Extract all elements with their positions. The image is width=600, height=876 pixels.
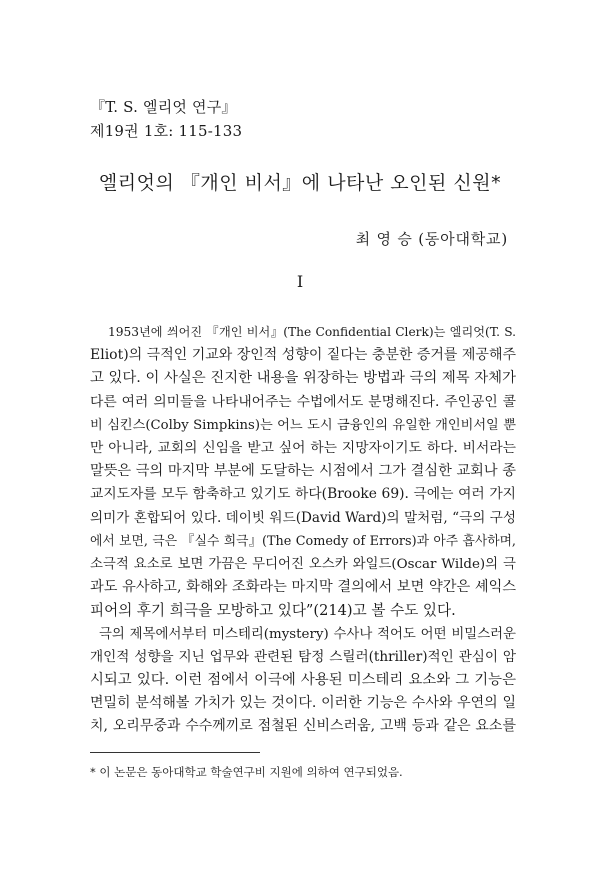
text-line: 비 심킨스(Colby Simpkins)는 어느 도시 금융인의 유일한 개인비서일 뿐 <box>90 417 516 433</box>
text-line: 피어의 후기 희극을 모방하고 있다”(214)고 볼 수도 있다. <box>90 602 456 620</box>
text-line: 말뜻은 극의 마지막 부분에 도달하는 시점에서 그가 결심한 교회나 종 <box>90 463 516 480</box>
text-line: 에서 보면, 극은 『실수 희극』(The Comedy of Errors)과 아주 흡사하며, <box>90 533 516 549</box>
text-line: 교지도자를 모두 함축하고 있기도 하다(Brooke 69). 극에는 여러 가지 <box>90 486 516 503</box>
footnote: * 이 논문은 동아대학교 학술연구비 지원에 의하여 연구되었음. <box>90 765 403 779</box>
section-number: I <box>296 272 304 291</box>
paragraph-2 <box>90 623 516 739</box>
text-line: 과도 유사하고, 화해와 조화라는 마지막 결의에서 보면 약간은 셰익스 <box>90 579 516 596</box>
text-line: 다른 여러 의미들을 나타내어주는 수법에서도 분명해진다. 주인공인 콜 <box>90 393 516 410</box>
footnote-divider <box>90 752 260 753</box>
text-line: 1953년에 씌어진 『개인 비서』(The Confidential Clerk)는 엘리엇(T. S. <box>108 325 516 339</box>
text-line: 소극적 요소로 보면 가끔은 무디어진 오스카 와일드(Oscar Wilde)의 극 <box>90 557 516 573</box>
text-line: 시되고 있다. 이런 점에서 이극에 사용된 미스테리 요소와 그 기능은 <box>90 672 516 689</box>
body-text <box>90 321 516 739</box>
paragraph-1 <box>90 321 516 623</box>
text-line: 면밀히 분석해볼 가치가 있는 것이다. 이러한 기능은 수사와 우연의 일 <box>90 695 516 712</box>
text-line: 만 아니라, 교회의 신임을 받고 싶어 하는 지망자이기도 하다. 비서라는 <box>90 440 516 457</box>
text-line: Eliot)의 극적인 기교와 장인적 성향이 짙다는 충분한 증거를 제공해주 <box>90 347 516 364</box>
journal-title: 『T. S. 엘리엇 연구』 <box>90 98 237 116</box>
text-line: 치, 오리무중과 수수께끼로 점철된 신비스러움, 고백 등과 같은 요소를 <box>90 718 516 735</box>
author-affiliation: 최 영 승 (동아대학교) <box>355 230 508 248</box>
text-line: 고 있다. 이 사실은 진지한 내용을 위장하는 방법과 극의 제목 자체가 <box>90 370 516 387</box>
text-line: 극의 제목에서부터 미스테리(mystery) 수사나 적어도 어떤 비밀스러운 <box>99 626 516 642</box>
article-title: 엘리엇의 『개인 비서』에 나타난 오인된 신원* <box>98 172 502 194</box>
journal-issue: 제19권 1호: 115-133 <box>90 122 243 140</box>
text-line: 의미가 혼합되어 있다. 데이빗 워드(David Ward)의 말처럼, “극의 구성 <box>90 509 516 526</box>
text-line: 개인적 성향을 지닌 업무와 관련된 탐정 스릴러(thriller)적인 관심이 암 <box>90 648 516 665</box>
